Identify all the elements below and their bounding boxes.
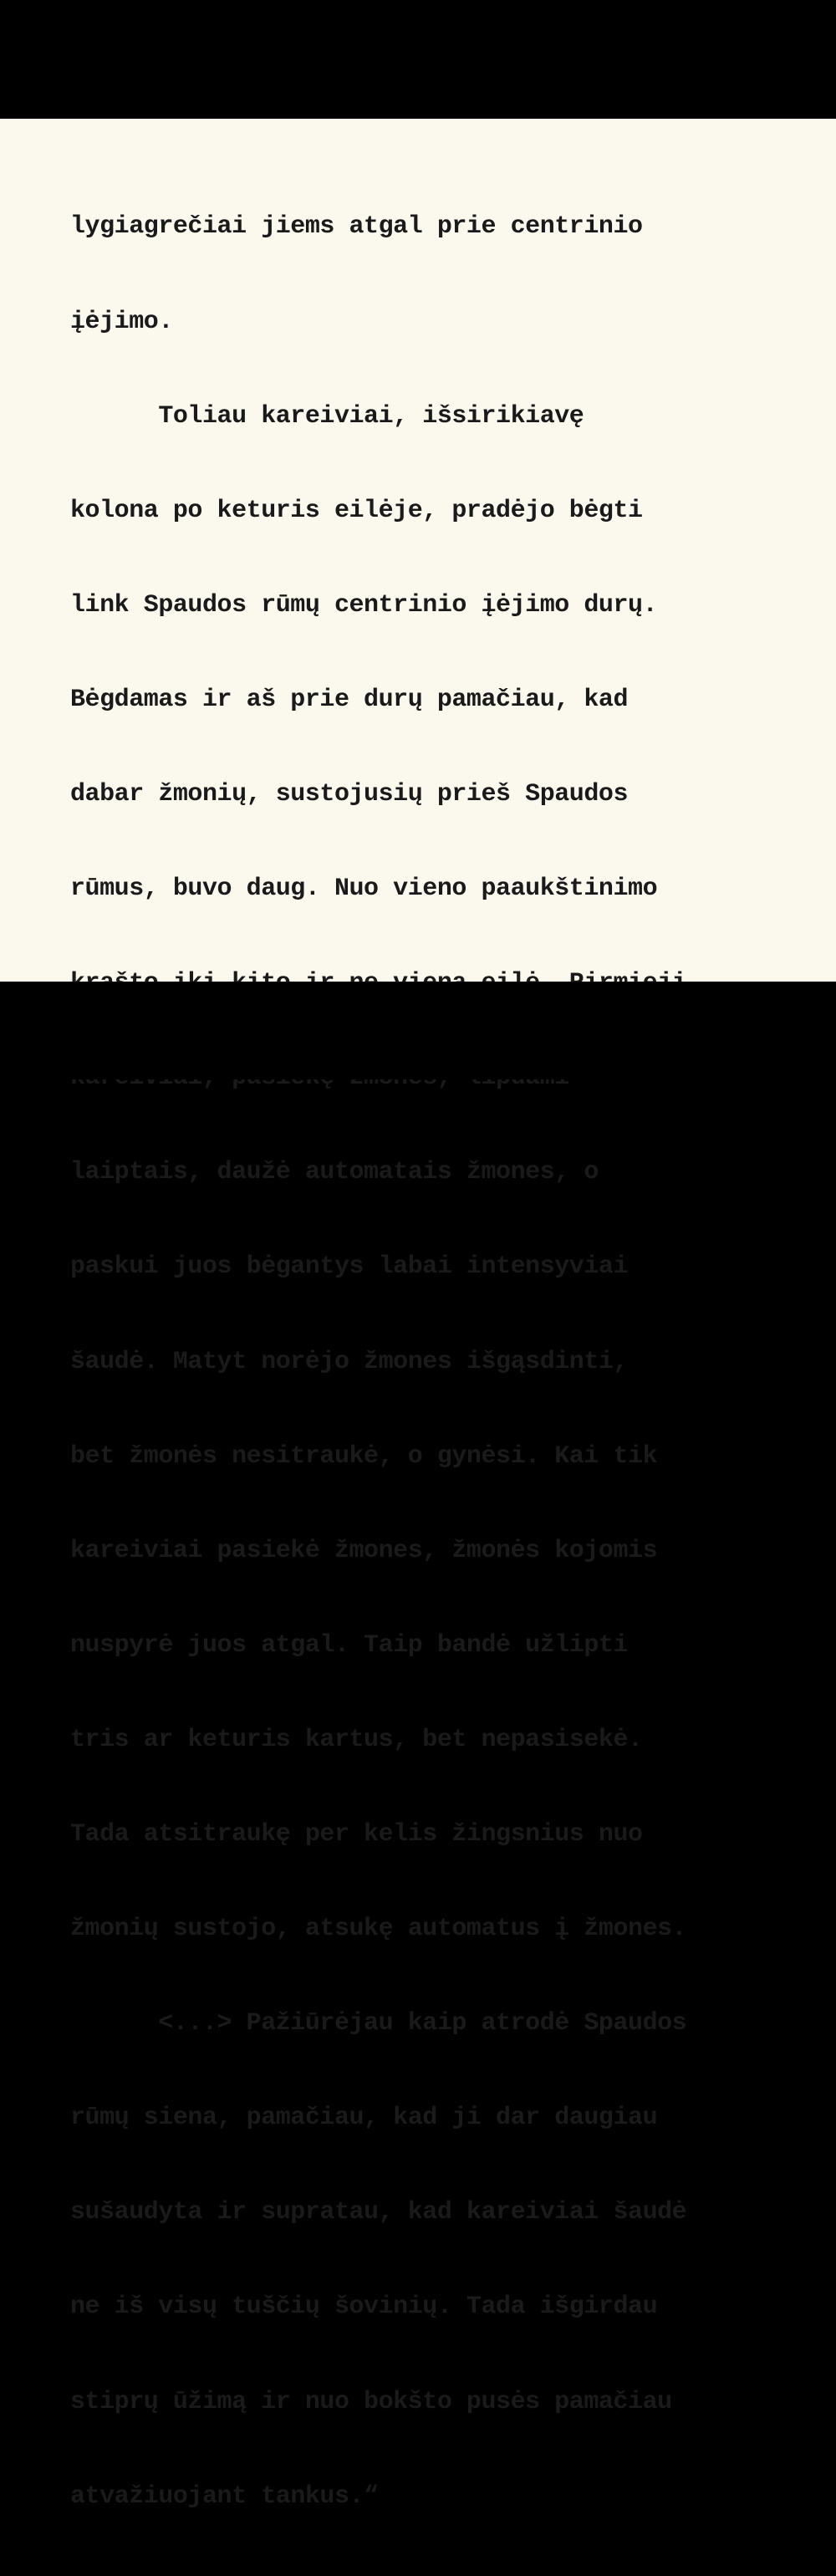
text-line: Tada atsitraukę per kelis žingsnius nuo bbox=[70, 1820, 643, 1849]
text-line: Toliau kareiviai, išsirikiavę bbox=[70, 401, 584, 431]
text-line: lygiagrečiai jiems atgal prie centrinio bbox=[70, 212, 643, 242]
text-line: bet žmonės nesitraukė, o gynėsi. Kai tik bbox=[70, 1441, 658, 1471]
text-line: Bėgdamas ir aš prie durų pamačiau, kad bbox=[70, 685, 629, 714]
text-line: dabar žmonių, sustojusių prieš Spaudos bbox=[70, 779, 629, 809]
text-line: tris ar keturis kartus, bet nepasisekė. bbox=[70, 1725, 643, 1754]
text-line: įėjimo. bbox=[70, 307, 173, 336]
document-text bbox=[70, 149, 806, 2576]
document-page bbox=[0, 119, 836, 2511]
top-black-bar bbox=[0, 0, 836, 119]
text-line: atvažiuojant tankus.“ bbox=[70, 2482, 379, 2511]
text-line: rūmų siena, pamačiau, kad ji dar daugiau bbox=[70, 2104, 658, 2133]
text-line: kareiviai pasiekė žmones, žmonės kojomis bbox=[70, 1536, 658, 1565]
text-line: šaudė. Matyt norėjo žmones išgąsdinti, bbox=[70, 1347, 629, 1376]
text-line: ne iš visų tuščių šovinių. Tada išgirdau bbox=[70, 2293, 658, 2322]
text-line: link Spaudos rūmų centrinio įėjimo durų. bbox=[70, 590, 658, 620]
text-line: <...> Pažiūrėjau kaip atrodė Spaudos bbox=[70, 2009, 687, 2038]
text-line: žmonių sustojo, atsukę automatus į žmones. bbox=[70, 1915, 687, 1944]
text-line: stiprų ūžimą ir nuo bokšto pusės pamačiau bbox=[70, 2387, 672, 2416]
text-line: paskui juos bėgantys labai intensyviai bbox=[70, 1252, 629, 1282]
text-line: kolona po keturis eilėje, pradėjo bėgti bbox=[70, 496, 643, 525]
text-line: sušaudyta ir supratau, kad kareiviai šaudė bbox=[70, 2198, 687, 2227]
text-line: rūmus, buvo daug. Nuo vieno paaukštinimo bbox=[70, 875, 658, 904]
text-line: nuspyrė juos atgal. Taip bandė užlipti bbox=[70, 1630, 629, 1660]
text-line: laiptais, daužė automatais žmones, o bbox=[70, 1158, 599, 1187]
bottom-black-bar bbox=[0, 982, 836, 1079]
